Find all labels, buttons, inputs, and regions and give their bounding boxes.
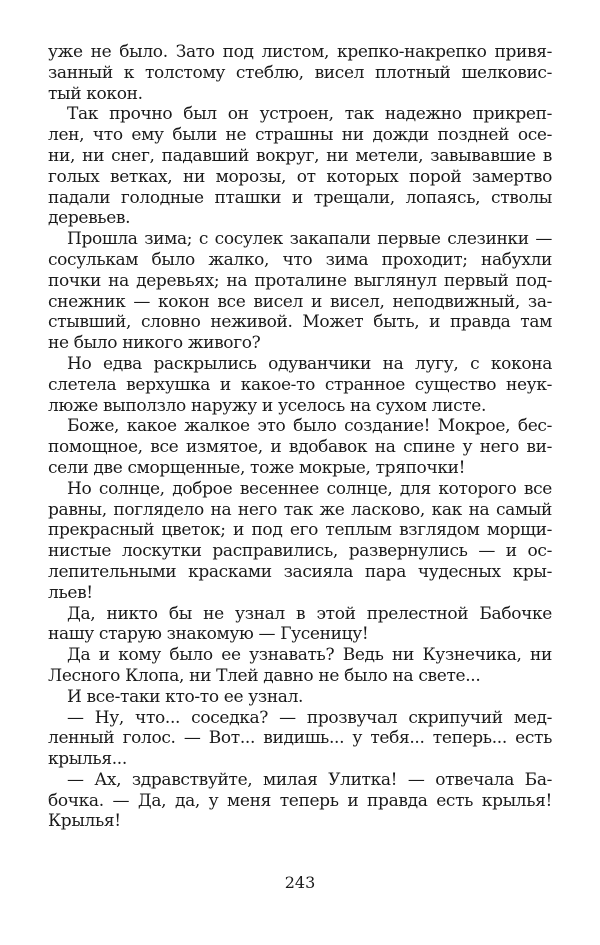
text-line: слетела верхушка и какое-то странное существо неук- [48,374,552,395]
text-line: помощное, все измятое, и вдобавок на спине у него ви- [48,437,552,458]
text-line: голых ветках, ни морозы, от которых порой замертво [48,166,552,187]
text-line: тый кокон. [48,83,143,104]
paragraph-start-line: И все-таки кто-то ее узнал. [67,686,304,707]
page-text-body [48,42,552,832]
text-line: сосулькам было жалко, что зима проходит; набухли [48,249,552,270]
text-line: занный к толстому стеблю, висел плотный шелковис- [48,62,552,83]
paragraph-start-line: Боже, какое жалкое это было создание! Мокрое, бес- [67,416,552,437]
text-line: падали голодные пташки и трещали, лопаясь, стволы [48,187,552,208]
text-line: снежник — кокон все висел и висел, неподвижный, за- [48,291,552,312]
text-line: ленный голос. — Вот... видишь... у тебя... теперь... есть [48,728,552,749]
text-line: Крылья! [48,811,121,832]
text-line: лен, что ему были не страшны ни дожди поздней осе- [48,125,552,146]
text-line: деревьев. [48,208,131,229]
text-line: люже выползло наружу и уселось на сухом листе. [48,395,487,416]
text-line: нистые лоскутки расправились, развернулись — и ос- [48,541,552,562]
text-line: стывший, словно неживой. Может быть, и правда там [48,312,552,333]
text-line: Лесного Клопа, ни Тлей давно не было на свете... [48,665,481,686]
text-line: уже не было. Зато под листом, крепко-накрепко привя- [48,42,552,62]
text-line: почки на деревьях; на проталине выглянул первый под- [48,270,552,291]
text-line: равны, поглядело на него так же ласково, как на самый [48,499,552,520]
page-number: 243 [284,873,316,892]
dialogue-line: — Ну, что... соседка? — прозвучал скрипучий мед- [67,707,552,728]
dialogue-line: — Ах, здравствуйте, милая Улитка! — отвечала Ба- [67,769,552,790]
text-line: лепительными красками засияла пара чудесных кры- [48,561,552,582]
text-line: не было никого живого? [48,333,261,354]
paragraph-start-line: Да и кому было ее узнавать? Ведь ни Кузнечика, ни [67,645,552,666]
paragraph-start-line: Да, никто бы не узнал в этой прелестной Бабочке [67,603,552,624]
text-line: нашу старую знакомую — Гусеницу! [48,624,369,645]
text-line: льев! [48,582,93,603]
paragraph-start-line: Прошла зима; с сосулек закапали первые слезинки — [67,229,552,250]
text-line: крылья... [48,749,127,770]
paragraph-start-line: Так прочно был он устроен, так надежно прикреп- [67,104,552,125]
text-line: прекрасный цветок; и под его теплым взглядом морщи- [48,520,552,541]
paragraph-start-line: Но едва раскрылись одуванчики на лугу, с кокона [67,353,552,374]
text-line: бочка. — Да, да, у меня теперь и правда есть крылья! [48,790,552,811]
text-line: ни, ни снег, падавший вокруг, ни метели, завывавшие в [48,145,552,166]
paragraph-start-line: Но солнце, доброе весеннее солнце, для которого все [67,478,552,499]
text-line: сели две сморщенные, тоже мокрые, тряпочки! [48,457,466,478]
